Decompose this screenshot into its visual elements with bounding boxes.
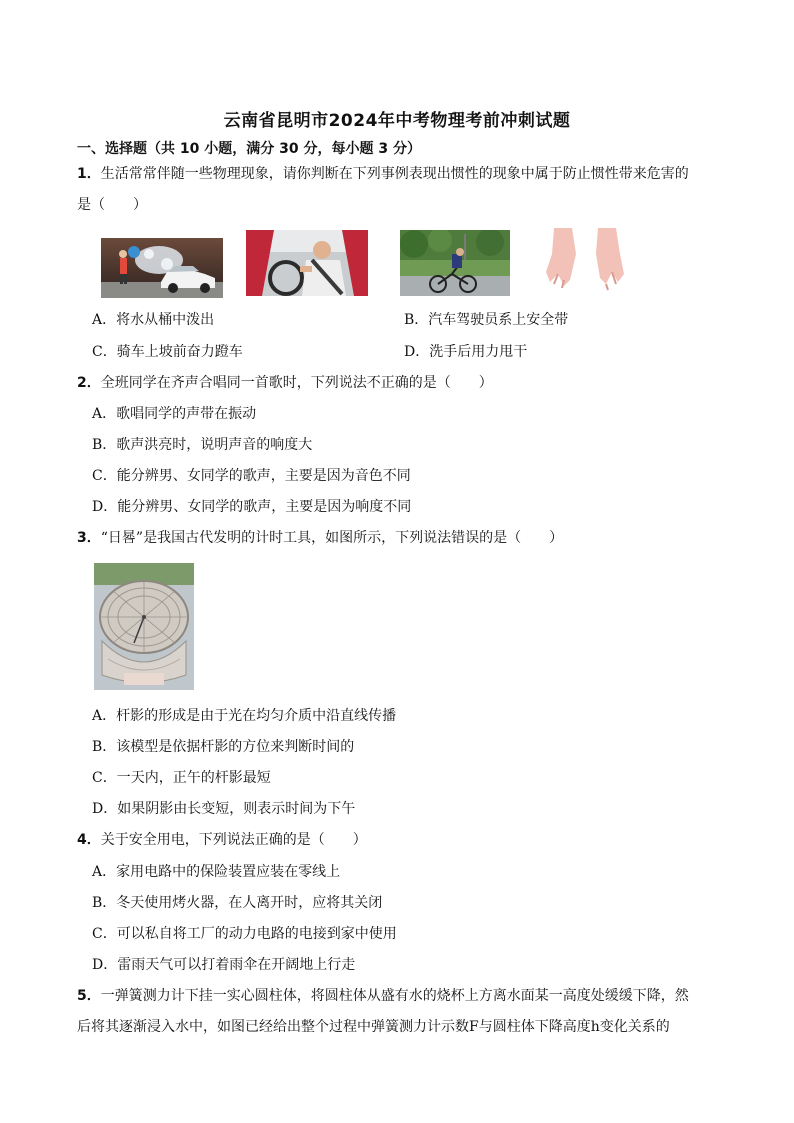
q1-option-b: B．汽车驾驶员系上安全带 <box>404 312 569 328</box>
question-2-stem: 2．全班同学在齐声合唱同一首歌时，下列说法不正确的是（ ） <box>77 375 493 391</box>
question-1-stem-cont: 是（ ） <box>77 197 147 213</box>
q2-option-d: D．能分辨男、女同学的歌声，主要是因为响度不同 <box>92 499 412 515</box>
question-number: 4． <box>77 832 101 848</box>
q3-option-c: C．一天内，正午的杆影最短 <box>92 770 271 786</box>
question-number: 1． <box>77 166 101 182</box>
section-heading: 一、选择题（共 10 小题，满分 30 分，每小题 3 分） <box>77 141 421 157</box>
question-1-stem: 1．生活常常伴随一些物理现象，请你判断在下列事例表现出惯性的现象中属于防止惯性带来危害的 <box>77 166 689 182</box>
q4-option-a: A．家用电路中的保险装置应装在零线上 <box>92 864 341 880</box>
q2-option-b: B．歌声洪亮时，说明声音的响度大 <box>92 437 313 453</box>
q2-option-c: C．能分辨男、女同学的歌声，主要是因为音色不同 <box>92 468 411 484</box>
question-3-stem: 3．“日晷”是我国古代发明的计时工具，如图所示，下列说法错误的是（ ） <box>77 530 564 546</box>
question-5-stem: 5．一弹簧测力计下挂一实心圆柱体，将圆柱体从盛有水的烧杯上方离水面某一高度处缓缓下降，然 <box>77 988 689 1004</box>
q4-option-b: B．冬天使用烤火器，在人离开时，应将其关闭 <box>92 895 383 911</box>
q2-option-a: A．歌唱同学的声带在振动 <box>92 406 257 422</box>
shaking-hands-photo <box>524 224 646 304</box>
question-4-stem: 4．关于安全用电，下列说法正确的是（ ） <box>77 832 367 848</box>
driver-seatbelt-photo <box>246 230 368 296</box>
question-number: 3． <box>77 530 101 546</box>
q1-option-c: C．骑车上坡前奋力蹬车 <box>92 344 243 360</box>
question-5-stem-cont: 后将其逐渐浸入水中，如图已经给出整个过程中弹簧测力计示数F与圆柱体下降高度h变化关系的 <box>77 1019 670 1035</box>
q1-option-a: A．将水从桶中泼出 <box>92 312 215 328</box>
q3-option-d: D．如果阴影由长变短，则表示时间为下午 <box>92 801 356 817</box>
sundial-photo <box>94 563 194 690</box>
q3-option-a: A．杆影的形成是由于光在均匀介质中沿直线传播 <box>92 708 397 724</box>
q4-option-c: C．可以私自将工厂的动力电路的电接到家中使用 <box>92 926 397 942</box>
page-title: 云南省昆明市2024年中考物理考前冲刺试题 <box>223 111 571 131</box>
q4-option-d: D．雷雨天气可以打着雨伞在开阔地上行走 <box>92 957 356 973</box>
q3-option-b: B．该模型是依据杆影的方位来判断时间的 <box>92 739 355 755</box>
question-number: 2． <box>77 375 101 391</box>
splash-water-photo <box>101 238 223 298</box>
question-number: 5． <box>77 988 101 1004</box>
cyclist-uphill-photo <box>400 230 510 296</box>
q1-option-d: D．洗手后用力甩干 <box>404 344 528 360</box>
